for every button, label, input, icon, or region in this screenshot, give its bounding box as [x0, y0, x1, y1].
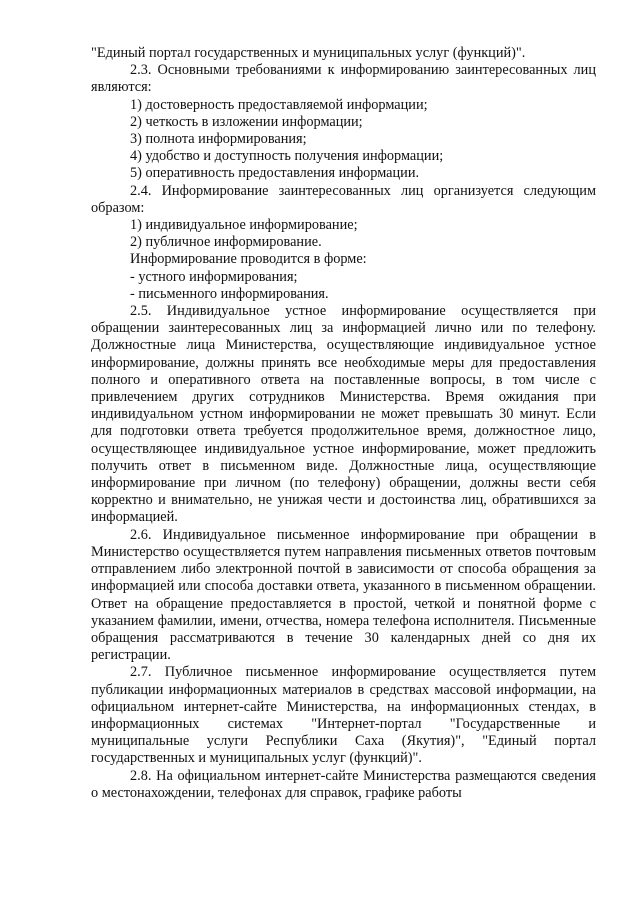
mode-item-2: - письменного информирования.	[130, 285, 329, 302]
paragraph-2-3: 2.3. Основными требованиями к информированию заинтересованных лиц являются:	[91, 62, 596, 96]
requirement-3: 3) полнота информирования;	[130, 131, 307, 148]
form-item-1: 1) индивидуальное информирование;	[130, 217, 358, 234]
requirement-2: 2) четкость в изложении информации;	[130, 113, 363, 130]
requirement-4: 4) удобство и доступность получения информации;	[130, 148, 444, 165]
paragraph-2-7: 2.7. Публичное письменное информирование осуществляется путем публикации информационных материалов в средствах массовой информации, на официальном интернет-сайте Министерства, на информационных стендах, в информационных системах "Интернет-портал "Государственные и муниципальные услуги Республики Саха (Якутия)", "Единый портал государственных и муниципальных услуг (функций)".	[91, 664, 596, 767]
requirement-5: 5) оперативность предоставления информации.	[130, 165, 420, 182]
paragraph-2-6: 2.6. Индивидуальное письменное информирование при обращении в Министерство осуществляется путем направления письменных ответов почтовым отправлением либо электронной почтой в зависимости от способа обращения за информацией или способа доставки ответа, указанного в письменном обращении. Ответ на обращение предоставляется в простой, четкой и понятной форме с указанием фамилии, имени, отчества, номера телефона исполнителя. Письменные обращения рассматриваются в течение 30 календарных дней со дня их регистрации.	[91, 526, 596, 664]
paragraph-2-4: 2.4. Информирование заинтересованных лиц организуется следующим образом:	[91, 182, 596, 216]
paragraph-2-5: 2.5. Индивидуальное устное информирование осуществляется при обращении заинтересованных лиц за информацией лично или по телефону. Должностные лица Министерства, осуществляющие индивидуальное устное информирование, должны принять все необходимые меры для предоставления полного и оперативного ответа на поставленные вопросы, в том числе с привлечением других сотрудников Министерства. Время ожидания при индивидуальном устном информировании не может превышать 30 минут. Если для подготовки ответа требуется продолжительное время, должностное лицо, осуществляющее индивидуальное устное информирование, может предложить получить ответ в письменном виде. Должностные лица, осуществляющие информирование при личном (по телефону) обращении, должны вести себя корректно и внимательно, не унижая чести и достоинства лиц, обратившихся за информацией.	[91, 303, 596, 526]
form-item-2: 2) публичное информирование.	[130, 234, 322, 251]
requirement-1: 1) достоверность предоставляемой информации;	[130, 96, 428, 113]
paragraph-2-8: 2.8. На официальном интернет-сайте Министерства размещаются сведения о местонахождении, телефонах для справок, графике работы	[91, 767, 596, 801]
paragraph-portal-end: "Единый портал государственных и муниципальных услуг (функций)".	[91, 45, 526, 61]
document-page	[91, 45, 596, 802]
mode-item-1: - устного информирования;	[130, 268, 298, 285]
form-intro: Информирование проводится в форме:	[130, 251, 367, 268]
